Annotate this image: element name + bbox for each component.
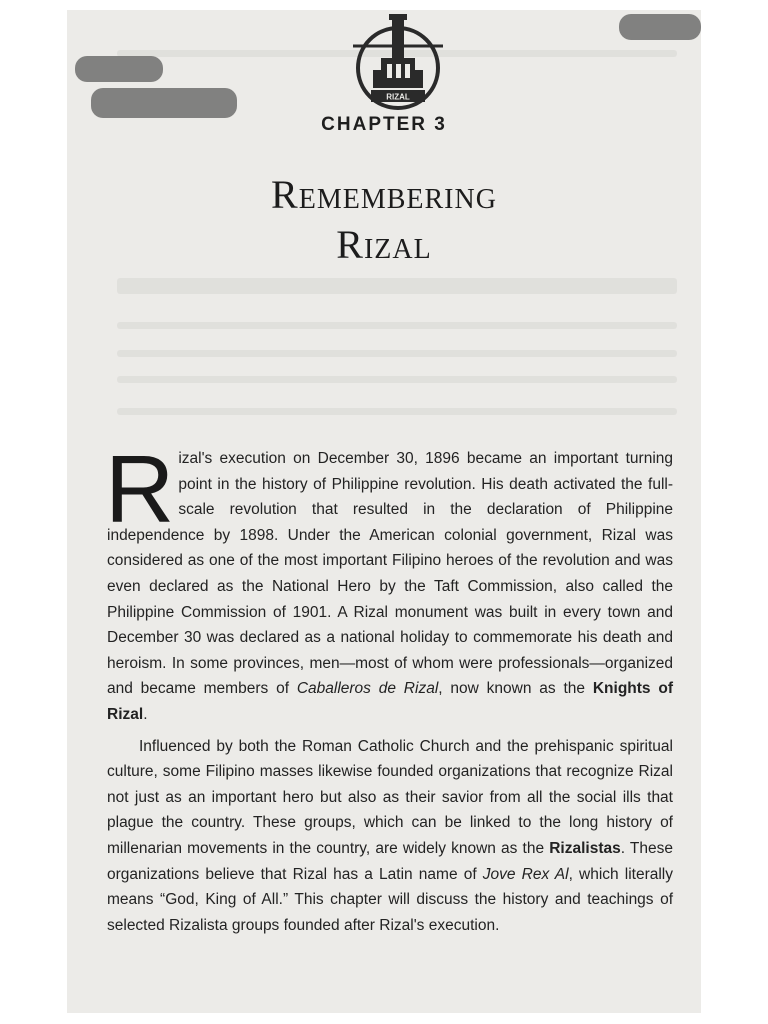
rizal-monument-icon [351, 14, 445, 114]
paragraph-text: . These organizations believe that Rizal has a Latin name of [107, 839, 673, 883]
book-page [67, 10, 701, 1013]
title-line-2: Rizal [336, 222, 432, 267]
sticky-tab [75, 56, 163, 82]
drop-cap: R [105, 436, 175, 543]
italic-term: Caballeros de Rizal [296, 680, 439, 698]
paragraph-1 [105, 436, 673, 728]
bleed-through-line [117, 278, 677, 294]
bleed-through-line [117, 350, 677, 357]
paragraph-text: , now known as the [438, 680, 593, 698]
bold-term: Rizalistas [549, 839, 621, 857]
bleed-through-line [117, 376, 677, 383]
bold-term: Knights of Rizal [107, 680, 673, 723]
sticky-tab [619, 14, 701, 40]
paragraph-text: Influenced by both the Roman Catholic Church and the prehispanic spiritual culture, some Filipino masses likewise founded organizations that recognize Rizal not just as an important hero but also as their savior from all the social ills that plague the country. These groups, which can be linked to the long history of millenarian movements in the country, are widely known as the [107, 737, 673, 857]
paragraph-text: izal's execution on December 30, 1896 became an important turning point in the history of Philippine revolution. His death activated the full-scale revolution that resulted in the declaration of Philippine independence by 1898. Under the American colonial government, Rizal was considered as one of the most important Filipino heroes of the revolution and was even declared as the National Hero by the Taft Commission, also called the Philippine Commission of 1901. A Rizal monument was built in every town and December 30 was declared as a national holiday to commemorate his death and heroism. In some provinces, men—most of whom were professionals—organized and became members of [107, 450, 673, 698]
page-title [67, 170, 701, 270]
bleed-through-line [117, 408, 677, 415]
paragraph-text: . [143, 705, 148, 723]
bleed-through-line [117, 322, 677, 329]
title-line-1: Remembering [271, 172, 497, 217]
paragraph-text: , which literally means “God, King of All.” This chapter will discuss the history and teachings of selected Rizalista groups founded after Rizal's execution. [107, 865, 674, 934]
chapter-label: CHAPTER 3 [321, 114, 447, 135]
body-text [105, 436, 674, 938]
paragraph-2 [107, 734, 673, 939]
italic-term: Jove Rex Al [482, 865, 569, 883]
emblem-label: RIZAL [386, 92, 410, 102]
